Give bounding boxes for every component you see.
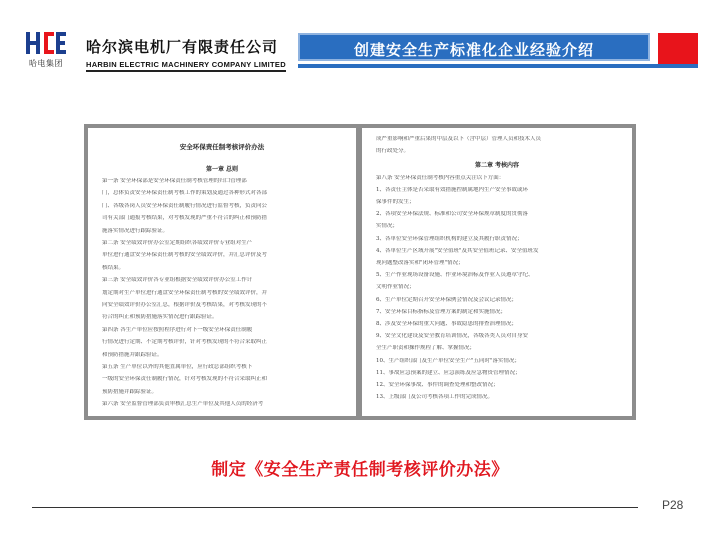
company-name-en: HARBIN ELECTRIC MACHINERY COMPANY LIMITED (86, 60, 286, 69)
harbin-electric-logo-icon (24, 30, 68, 56)
title-banner (298, 33, 650, 61)
document-line: 文明作业情况； (376, 284, 415, 291)
logo-text: 哈电集团 (29, 59, 63, 68)
document-line: 预防措施并跟踪验证。 (102, 388, 158, 395)
title-underline (298, 64, 698, 68)
document-line: 门，总体负责安全环保责任制考核工作的策划及通过各种形式对各部 (102, 190, 268, 197)
document-chapter-heading: 第一章 总则 (205, 166, 239, 173)
document-line: 和预防措施并跟踪验证。 (102, 351, 163, 358)
slide-caption: 制定《安全生产责任制考核评价办法》 (211, 460, 509, 480)
document-line: 门、各级各岗人员安全环保责任制履行情况进行监督考核，负责向公 (102, 202, 268, 209)
document-line: 施落实情况进行跟踪验证。 (102, 227, 169, 234)
document-line: 8、涉及安全环保的重大问题、事故隐患的排查治理情况； (376, 321, 518, 327)
header-divider (86, 70, 286, 72)
document-line: 10、生产组织部门及生产单位安全生产"五同时"落实情况； (376, 357, 521, 364)
document-line: 第一条 安全环保部是安全环保责任制考核管理的归口管理部 (102, 178, 247, 184)
document-line: 实情况； (376, 223, 399, 230)
company-logo (22, 30, 70, 70)
company-name-cn: 哈尔滨电机厂有限责任公司 (86, 38, 279, 56)
document-line: 第二条 安全绩效评价办公室定期组织各绩效评价专业组对生产 (102, 240, 253, 246)
document-line: 第四条 各生产单位应按照程序进行对下一级安全环保责任制履 (102, 326, 253, 333)
document-line: 符合的纠正和预防措施落实情况进行跟踪验证。 (102, 314, 218, 321)
document-line: 向安全绩效评价办公室汇总，根据评价及考核结果，对考核发现的不 (102, 302, 268, 308)
document-line: 4、各单位生产区域开展"安全值班"及其安全值班记录、安全值班发 (376, 247, 539, 254)
document-scan (84, 124, 636, 420)
document-line: 11、事故应急预案的建立、应急演练及应急物资管理情况； (376, 369, 521, 376)
document-line: 3、各单位安全环保管理组织机构的建立及其履行职责情况； (376, 235, 523, 242)
document-page-right (362, 128, 632, 416)
document-line: 司有关部门通报考核结果，对考核发现的严重不符合的纠正和预防措 (102, 215, 268, 222)
document-line: 2、各项安全环保法规、标准和公司安全环保规章制度的贯彻落 (376, 211, 529, 218)
document-line: 的行政处分。 (376, 148, 410, 155)
document-line: 第三条 安全绩效评价各专业组根据安全绩效评价办公室工作计 (102, 277, 253, 284)
accent-block (658, 33, 698, 64)
document-line: 保事件的发生； (376, 199, 415, 205)
document-line: 9、安全文化建设及安全教育培训情况，各级各类人员对自身安 (376, 333, 529, 340)
document-line: 7、安全环保目标指标及管理方案的制定和实施情况； (376, 308, 507, 315)
page-number: P28 (662, 498, 684, 512)
document-line: 划定期对生产单位进行通盘安全环保责任制考核的安全绩效评价，并 (102, 289, 268, 296)
document-line: 第六条 安全监督管理部负责审核汇总生产单位及其他人员的经济考 (102, 401, 264, 408)
footer-divider (32, 507, 638, 508)
document-chapter-heading: 第二章 考核内容 (474, 162, 520, 170)
document-line: 1、各责任主体是否采取有效措施控制属地内生产安全事故或环 (376, 186, 529, 193)
document-line: 5、生产作业现场设备设施、作业环境治标及作业人员遵章守纪、 (376, 272, 534, 279)
document-line: 成严重影响和严重后果的中层及以下（含中层）管理人员和技术人员 (376, 136, 542, 142)
document-line: 13、上级部门及公司考核各项工作的完成情况。 (376, 394, 494, 401)
document-line: 全生产职责和操作规程了解、掌握情况； (376, 345, 476, 352)
document-line: 12、安全环保事故、事件的调查处理和整改情况； (376, 382, 499, 388)
document-line: 一级的安全环保责任制履行情况，针对考核发现的不符合采取纠正和 (102, 376, 268, 383)
document-page-left (88, 128, 356, 416)
document-line: 现问题整改落实和"闭环管理"情况； (376, 260, 464, 266)
document-heading: 安全环保责任制考核评价办法 (179, 143, 265, 151)
document-line: 行情况进行定期、不定期考核评价，针对考核发现的不符合采取纠正 (102, 339, 268, 346)
document-line: 核结果。 (102, 264, 125, 271)
document-line: 6、生产单位定期召开安全环保例会情况及会议记录情况； (376, 296, 518, 303)
slide-title: 创建安全生产标准化企业经验介绍 (353, 41, 594, 59)
document-line: 单位进行通盘安全环保责任制考核的安全绩效评价，并汇总评价及考 (102, 252, 268, 259)
document-line: 第八条 安全环保责任制考核内容重点关注以下方面： (376, 174, 505, 181)
document-line: 第五条 生产单位以外的其他直属单位，应行政总部组织考核下 (102, 364, 253, 370)
